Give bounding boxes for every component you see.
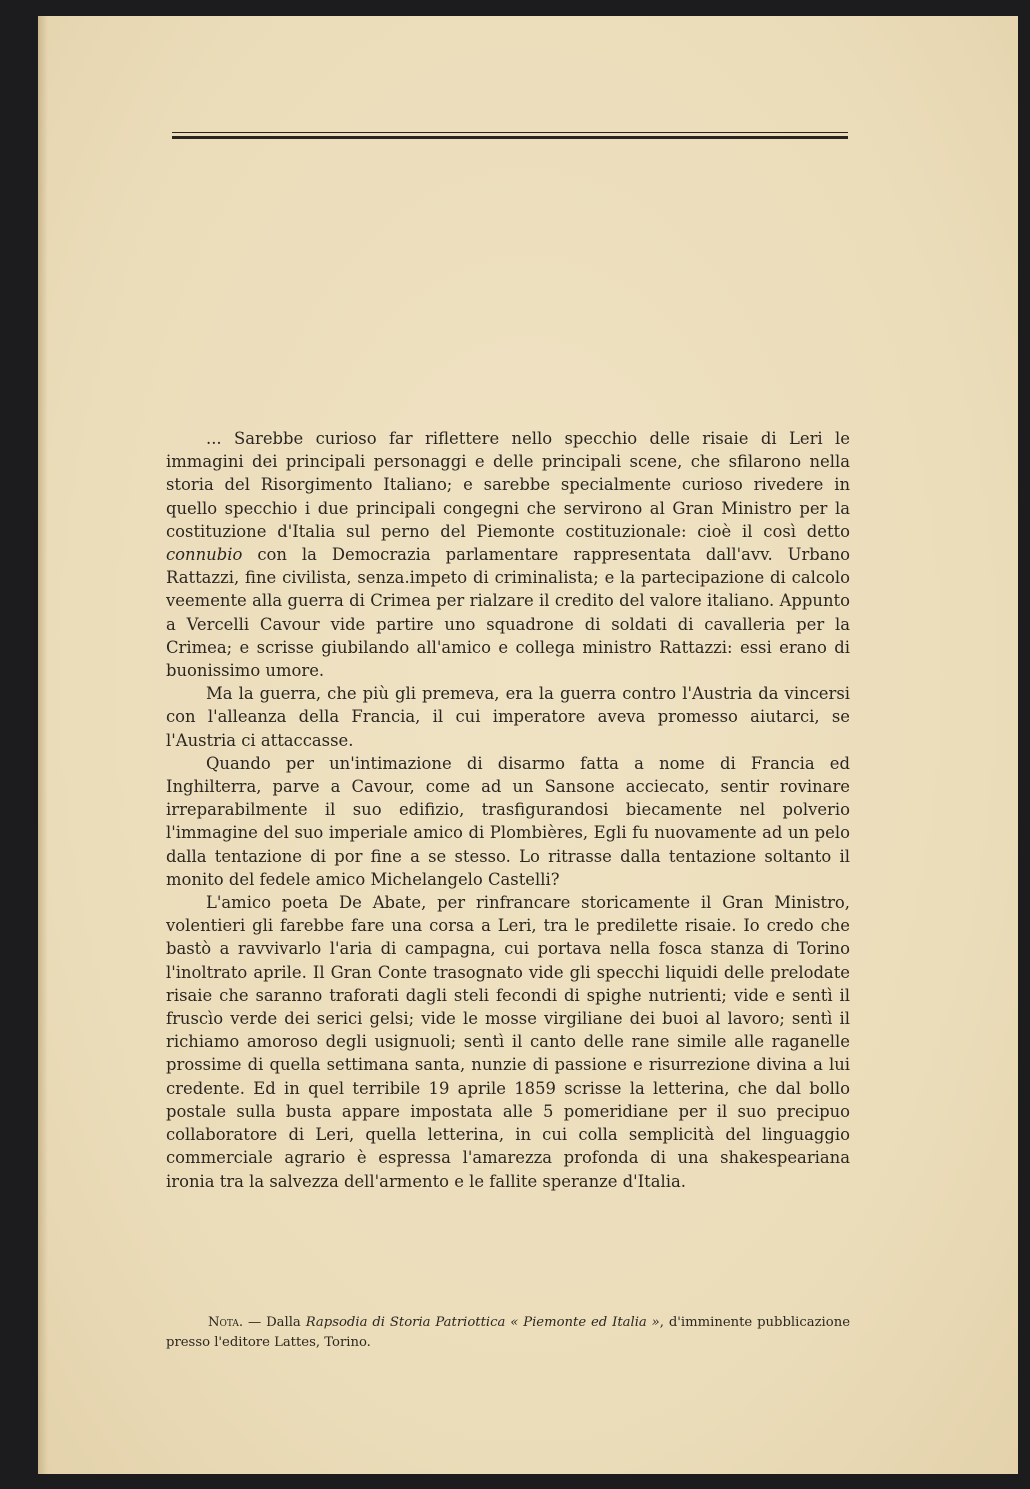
header-rule-thick-line <box>172 136 848 139</box>
header-rule-thin-line <box>172 132 848 133</box>
body-text <box>166 427 850 1193</box>
paragraph-1-before: ... Sarebbe curioso far riflettere nello specchio delle risaie di Leri le immagini dei principali personaggi e delle principali scene, che sfilarono nella storia del Risorgimento Italiano; e sarebbe specialmente curioso rivedere in quello specchio i due principali congegni che servirono al Gran Ministro per la costituzione d'Italia sul perno del Piemonte costituzionale: cioè il così detto <box>166 429 850 541</box>
paragraph-1 <box>166 427 850 682</box>
paragraph-1-after: con la Democrazia parlamentare rappresentata dall'avv. Urbano Rattazzi, fine civilista, senza.impeto di criminalista; e la partecipazione di calcolo veemente alla guerra di Crimea per rialzare il credito del valore italiano. Appunto a Vercelli Cavour vide partire uno squadrone di soldati di cavalleria per la Crimea; e scrisse giubilando all'amico e collega ministro Rattazzi: essi erano di buonissimo umore. <box>166 545 850 681</box>
footnote-title: Rapsodia di Storia Patriottica « Piemonte ed Italia » <box>305 1315 660 1330</box>
paragraph-3: Quando per un'intimazione di disarmo fatta a nome di Francia ed Inghilterra, parve a Cavour, come ad un Sansone acciecato, sentir rovinare irreparabilmente il suo edifizio, trasfigurandosi biecamente nel polverio l'immagine del suo imperiale amico di Plombières, Egli fu nuovamente ad un pelo dalla tentazione di por fine a se stesso. Lo ritrasse dalla tentazione soltanto il monito del fedele amico Michelangelo Castelli? <box>166 753 850 889</box>
footnote <box>166 1313 850 1353</box>
paragraph-2: Ma la guerra, che più gli premeva, era la guerra contro l'Austria da vincersi con l'alleanza della Francia, il cui imperatore aveva promesso aiutarci, se l'Austria ci attaccasse. <box>166 684 850 750</box>
footnote-label: Nota. <box>208 1315 244 1330</box>
page-gutter-shadow <box>38 16 48 1474</box>
header-rule <box>172 132 848 139</box>
paragraph-4: L'amico poeta De Abate, per rinfrancare storicamente il Gran Ministro, volentieri gli farebbe fare una corsa a Leri, tra le predilette risaie. Io credo che bastò a ravvivarlo l'aria di campagna, cui portava nella fosca stanza di Torino l'inoltrato aprile. Il Gran Conte trasognato vide gli specchi liquidi delle prelodate risaie che saranno traforati dagli steli fecondi di spighe nutrienti; vide e sentì il fruscìo verde dei serici gelsi; vide le mosse virgiliane dei buoi al lavoro; sentì il richiamo amoroso degli usignuoli; sentì il canto delle rane simile alle raganelle prossime di quella settimana santa, nunzie di passione e risurrezione divina a lui credente. Ed in quel terribile 19 aprile 1859 scrisse la letterina, che dal bollo postale sulla busta appare impostata alle 5 pomeridiane per il suo precipuo collaboratore di Leri, quella letterina, in cui colla semplicità del linguaggio commerciale agrario è espressa l'amarezza profonda di una shakespeariana ironia tra la salvezza dell'armento e le fallite speranze d'Italia. <box>166 893 850 1191</box>
paragraph-1-emphasis: connubio <box>166 545 243 565</box>
footnote-rest: , d'imminente pubblicazione presso l'editore Lattes, Torino. <box>166 1315 851 1350</box>
book-page <box>38 16 1018 1474</box>
footnote-dash: — Dalla <box>243 1315 306 1330</box>
